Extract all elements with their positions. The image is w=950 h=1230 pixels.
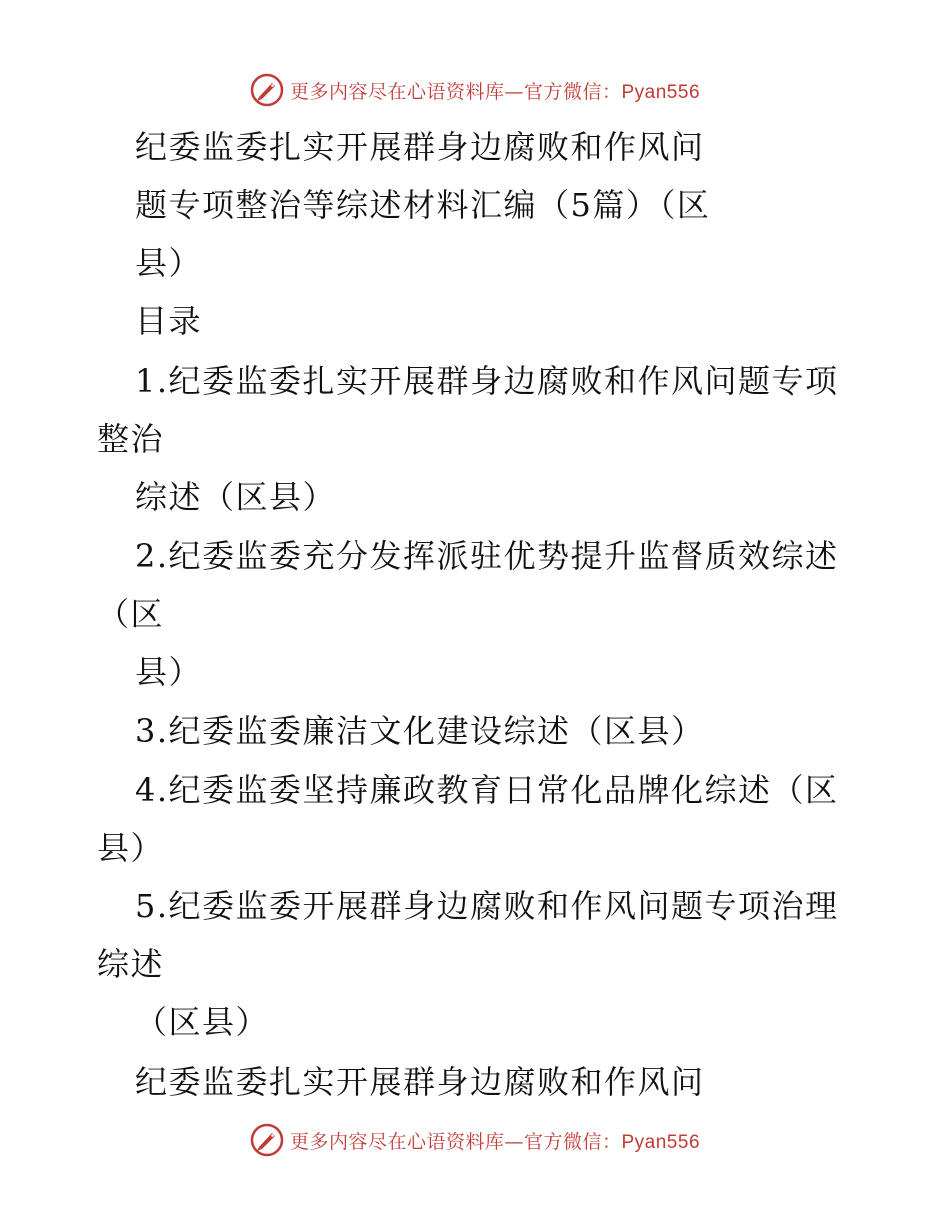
doc-title-line-3: 县）	[135, 244, 203, 282]
toc-item-3: 3.纪委监委廉洁文化建设综述（区县）	[135, 712, 705, 750]
toc-item-4: 4.纪委监委坚持廉政教育日常化品牌化综述（区	[135, 771, 839, 809]
watermark-separator: —	[504, 1130, 524, 1153]
toc-item-5: 5.纪委监委开展群身边腐败和作风问题专项治理	[135, 887, 839, 925]
section-title-line: 纪委监委扎实开展群身边腐败和作风问	[135, 1063, 705, 1101]
toc-item-5-cont: （区县）	[135, 1003, 270, 1041]
toc-item-2-cont: 县）	[135, 653, 203, 691]
toc-item-1-cont: 综述（区县）	[135, 478, 337, 516]
watermark-separator: —	[504, 80, 524, 103]
watermark-site: 更多内容尽在心语资料库	[289, 80, 505, 103]
watermark-text	[290, 1127, 700, 1154]
toc-item-4-wrap: 县）	[97, 829, 165, 867]
doc-title-line-1: 纪委监委扎实开展群身边腐败和作风问	[135, 128, 705, 166]
watermark-account: Pyan556	[621, 1131, 701, 1153]
doc-title-line-2: 题专项整治等综述材料汇编（5篇）（区	[135, 186, 711, 224]
pen-logo-icon	[250, 73, 284, 107]
toc-item-2: 2.纪委监委充分发挥派驻优势提升监督质效综述	[135, 537, 839, 575]
watermark-account: Pyan556	[621, 81, 701, 103]
watermark-header	[0, 70, 950, 110]
toc-item-1-wrap: 整治	[97, 420, 165, 458]
watermark-suffix: 官方微信：	[523, 80, 622, 103]
toc-item-5-wrap: 综述	[97, 945, 165, 983]
toc-item-2-wrap: （区	[97, 595, 165, 633]
watermark-text	[290, 77, 700, 104]
watermark-site: 更多内容尽在心语资料库	[289, 1130, 505, 1153]
toc-item-1: 1.纪委监委扎实开展群身边腐败和作风问题专项	[135, 362, 839, 400]
watermark-suffix: 官方微信：	[523, 1130, 622, 1153]
pen-logo-icon	[250, 1123, 284, 1157]
toc-heading: 目录	[135, 302, 203, 340]
watermark-footer	[0, 1120, 950, 1160]
